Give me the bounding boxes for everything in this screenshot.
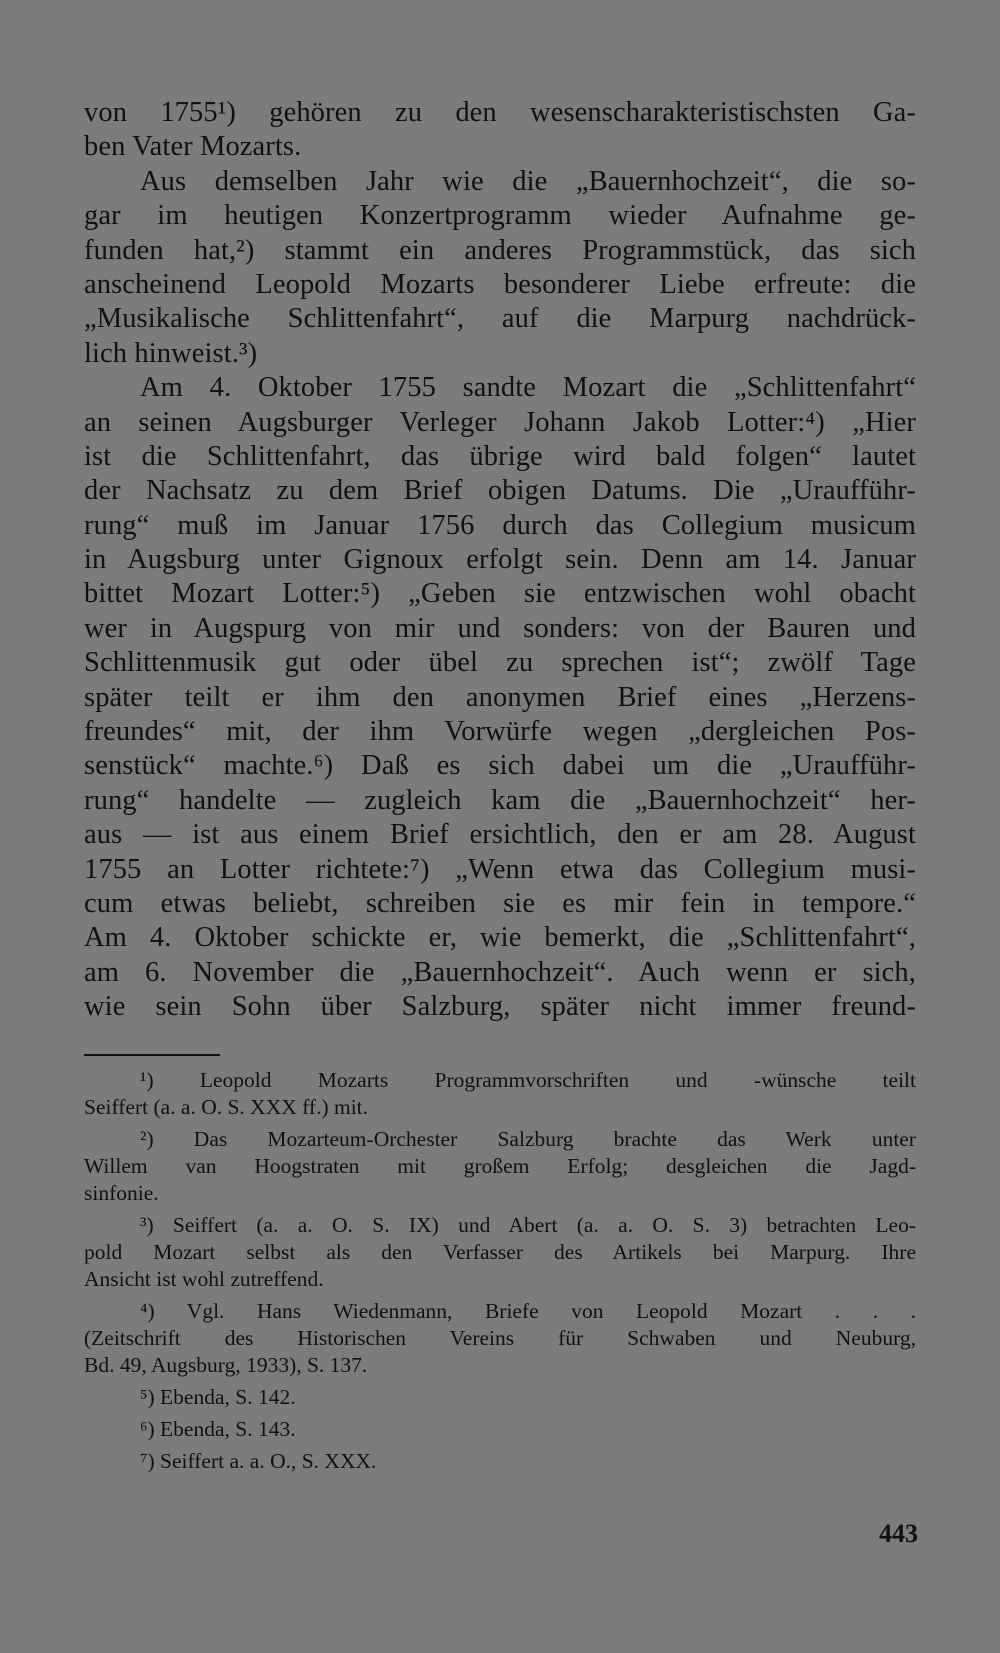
body-line: wie sein Sohn über Salzburg, später nicht immer freund- (84, 991, 916, 1023)
body-line: bittet Mozart Lotter:⁵) „Geben sie entzwischen wohl obacht (84, 578, 916, 610)
body-line: in Augsburg unter Gignoux erfolgt sein. Denn am 14. Januar (84, 544, 916, 576)
body-line: funden hat,²) stammt ein anderes Programmstück, das sich (84, 234, 916, 266)
footnote-line: ²) Das Mozarteum-Orchester Salzburg brachte das Werk unter (140, 1127, 916, 1151)
body-line: später teilt er ihm den anonymen Brief eines „Herzens- (84, 681, 916, 713)
footnote-4 (84, 1298, 916, 1379)
body-line: aus — ist aus einem Brief ersichtlich, den er am 28. August (84, 819, 916, 851)
footnote-6 (84, 1416, 916, 1443)
footnote-line: Ansicht ist wohl zutreffend. (84, 1267, 324, 1291)
body-line: 1755 an Lotter richtete:⁷) „Wenn etwa das Collegium musi- (84, 853, 916, 885)
footnote-line: sinfonie. (84, 1181, 159, 1205)
body-line: Schlittenmusik gut oder übel zu sprechen ist“; zwölf Tage (84, 647, 916, 679)
body-line: rung“ handelte — zugleich kam die „Bauernhochzeit“ her- (84, 784, 916, 816)
footnote-line: Bd. 49, Augsburg, 1933), S. 137. (84, 1353, 368, 1377)
body-line: cum etwas beliebt, schreiben sie es mir fein in tempore.“ (84, 887, 916, 919)
body-line: ist die Schlittenfahrt, das übrige wird bald folgen“ lautet (84, 440, 916, 472)
footnote-line: ⁵) Ebenda, S. 142. (140, 1385, 296, 1409)
main-text (84, 96, 916, 1025)
body-line: lich hinweist.³) (84, 337, 258, 369)
footnote-3 (84, 1212, 916, 1293)
footnote-line: ³) Seiffert (a. a. O. S. IX) und Abert (a. a. O. S. 3) betrachten Leo- (140, 1213, 916, 1237)
footnote-line: ¹) Leopold Mozarts Programmvorschriften und -wünsche teilt (140, 1068, 916, 1092)
body-line: an seinen Augsburger Verleger Johann Jakob Lotter:⁴) „Hier (84, 406, 916, 438)
body-line: wer in Augspurg von mir und sonders: von der Bauren und (84, 612, 916, 644)
body-line: gar im heutigen Konzertprogramm wieder Aufnahme ge- (84, 200, 916, 232)
footnote-line: pold Mozart selbst als den Verfasser des Artikels bei Marpurg. Ihre (84, 1240, 916, 1264)
footnote-line: Seiffert (a. a. O. S. XXX ff.) mit. (84, 1095, 369, 1119)
footnote-2 (84, 1126, 916, 1207)
footnote-line: ⁶) Ebenda, S. 143. (140, 1417, 296, 1441)
body-line: senstück“ machte.⁶) Daß es sich dabei um die „Uraufführ- (84, 750, 916, 782)
footnote-7 (84, 1448, 916, 1475)
footnote-line: (Zeitschrift des Historischen Vereins für Schwaben und Neuburg, (84, 1326, 916, 1350)
body-line: der Nachsatz zu dem Brief obigen Datums. Die „Uraufführ- (84, 475, 916, 507)
body-line: von 1755¹) gehören zu den wesenscharakteristischsten Ga- (84, 97, 916, 128)
body-line: Aus demselben Jahr wie die „Bauernhochzeit“, die so- (140, 165, 916, 197)
footnote-line: ⁴) Vgl. Hans Wiedenmann, Briefe von Leopold Mozart . . . (140, 1299, 916, 1323)
body-line: rung“ muß im Januar 1756 durch das Collegium musicum (84, 509, 916, 541)
footnote-line: ⁷) Seiffert a. a. O., S. XXX. (140, 1449, 377, 1473)
body-line: Am 4. Oktober schickte er, wie bemerkt, die „Schlittenfahrt“, (84, 922, 916, 954)
body-line: Am 4. Oktober 1755 sandte Mozart die „Schlittenfahrt“ (140, 372, 916, 404)
page-number: 443 (879, 1519, 918, 1548)
footnote-1 (84, 1067, 916, 1121)
footnote-5 (84, 1384, 916, 1411)
footnotes (84, 1067, 916, 1480)
body-line: am 6. November die „Bauernhochzeit“. Auch wenn er sich, (84, 956, 916, 988)
footnote-separator (84, 1054, 220, 1056)
footnote-line: Willem van Hoogstraten mit großem Erfolg; desgleichen die Jagd- (84, 1154, 916, 1178)
body-line: anscheinend Leopold Mozarts besonderer Liebe erfreute: die (84, 268, 916, 300)
body-line: „Musikalische Schlittenfahrt“, auf die Marpurg nachdrück- (84, 303, 916, 335)
body-line: ben Vater Mozarts. (84, 131, 302, 163)
body-line: freundes“ mit, der ihm Vorwürfe wegen „dergleichen Pos- (84, 716, 916, 748)
